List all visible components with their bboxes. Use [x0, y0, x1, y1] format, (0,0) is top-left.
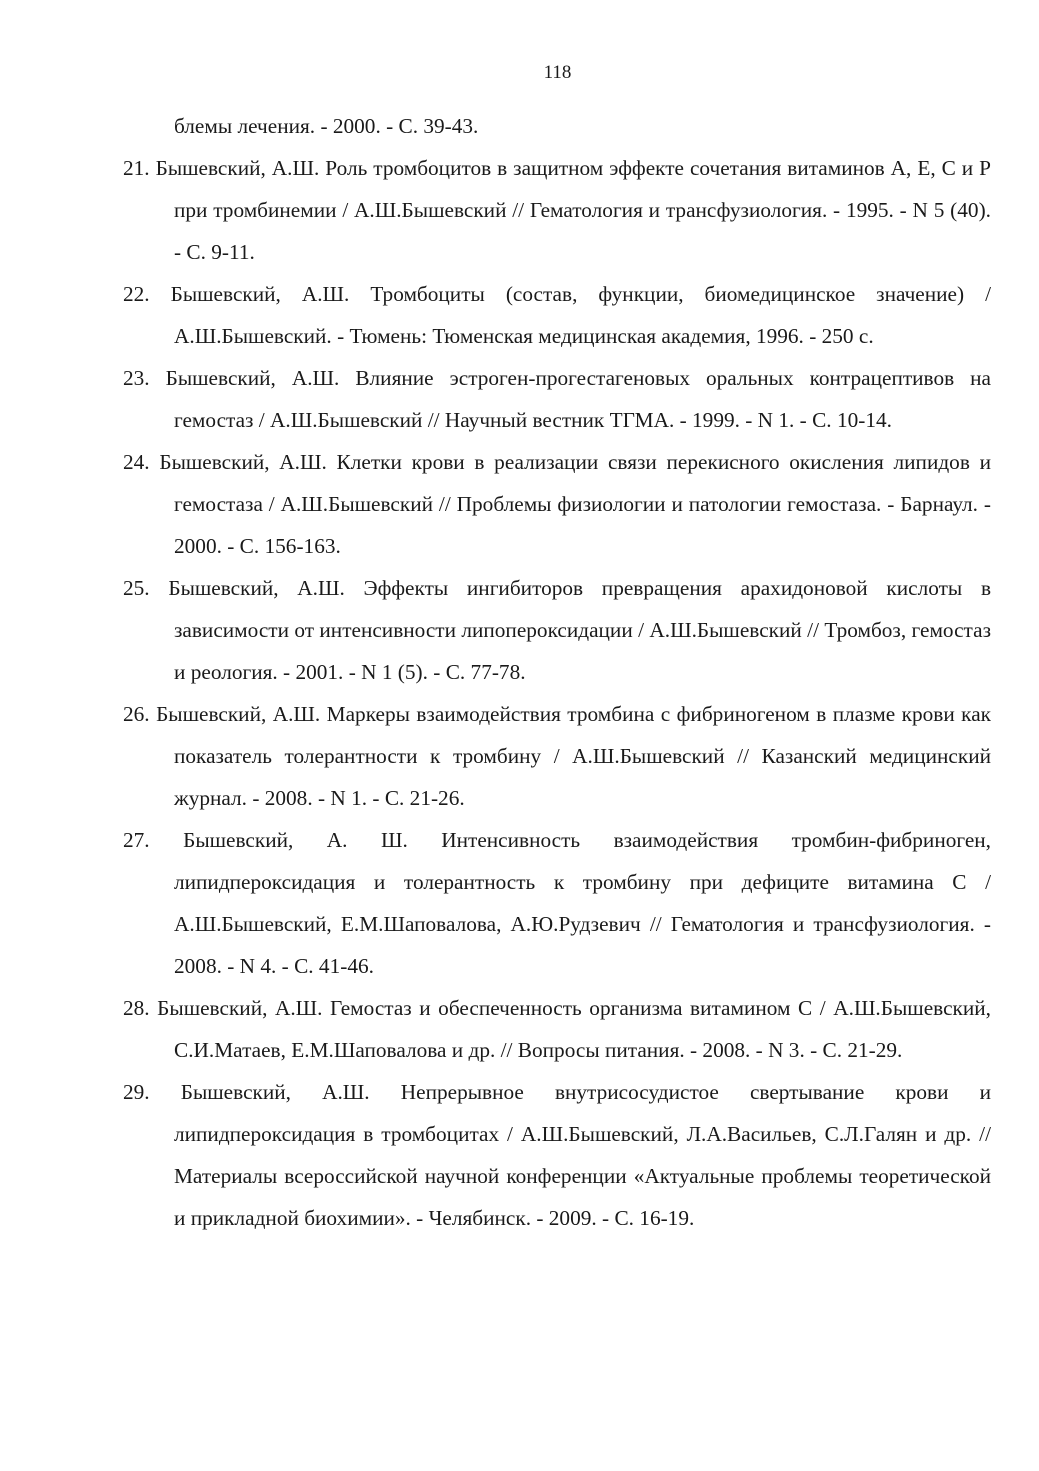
reference-item-29: [123, 1071, 991, 1239]
reference-continuation: [123, 105, 991, 147]
reference-number: 23.: [123, 366, 150, 390]
reference-number: 25.: [123, 576, 150, 600]
reference-text: Бышевский, А.Ш. Клетки крови в реализации связи перекисного окисления липидов и гемостаза / А.Ш.Бышевский // Проблемы физиологии и патологии гемостаза. - Барнаул. - 2000. - С. 156-163.: [159, 450, 991, 558]
reference-item-23: [123, 357, 991, 441]
reference-item-22: [123, 273, 991, 357]
reference-number: 24.: [123, 450, 150, 474]
reference-number: 27.: [123, 828, 150, 852]
page-number: 118: [543, 62, 572, 83]
reference-text: Бышевский, А.Ш. Эффекты ингибиторов превращения арахидоновой кислоты в зависимости от интенсивности липопероксидации / А.Ш.Бышевский // Тромбоз, гемостаз и реология. - 2001. - N 1 (5). - С. 77-78.: [168, 576, 991, 684]
reference-text: Бышевский, А.Ш. Роль тромбоцитов в защитном эффекте сочетания витаминов А, Е, С и Р при тромбинемии / А.Ш.Бышевский // Гематология и трансфузиология. - 1995. - N 5 (40). - С. 9-11.: [155, 156, 991, 264]
reference-item-25: [123, 567, 991, 693]
reference-text: Бышевский, А.Ш. Гемостаз и обеспеченность организма витамином С / А.Ш.Бышевский, С.И.Матаев, Е.М.Шаповалова и др. // Вопросы питания. - 2008. - N 3. - С. 21-29.: [157, 996, 991, 1062]
reference-list: [123, 105, 991, 1239]
reference-number: 28.: [123, 996, 150, 1020]
reference-number: 26.: [123, 702, 150, 726]
reference-text: Бышевский, А.Ш. Маркеры взаимодействия тромбина с фибриногеном в плазме крови как показатель толерантности к тромбину / А.Ш.Бышевский // Казанский медицинский журнал. - 2008. - N 1. - С. 21-26.: [156, 702, 991, 810]
reference-item-27: [123, 819, 991, 987]
reference-text: Бышевский, А.Ш. Влияние эстроген-прогестагеновых оральных контрацептивов на гемостаз / А.Ш.Бышевский // Научный вестник ТГМА. - 1999. - N 1. - С. 10-14.: [165, 366, 992, 432]
reference-item-21: [123, 147, 991, 273]
reference-item-26: [123, 693, 991, 819]
reference-number: 22.: [123, 282, 150, 306]
reference-text: Бышевский, А.Ш. Тромбоциты (состав, функции, биомедицинское значение) / А.Ш.Бышевский. - Тюмень: Тюменская медицинская академия, 1996. - 250 с.: [170, 282, 991, 348]
reference-text: Бышевский, А. Ш. Интенсивность взаимодействия тромбин-фибриноген, липидпероксидация и толерантность к тромбину при дефиците витамина С / А.Ш.Бышевский, Е.М.Шаповалова, А.Ю.Рудзевич // Гематология и трансфузиология. - 2008. - N 4. - С. 41-46.: [174, 828, 991, 978]
reference-text: Бышевский, А.Ш. Непрерывное внутрисосудистое свертывание крови и липидпероксидация в тромбоцитах / А.Ш.Бышевский, Л.А.Васильев, С.Л.Галян и др. // Материалы всероссийской научной конференции «Актуальные проблемы теоретической и прикладной биохимии». - Челябинск. - 2009. - С. 16-19.: [174, 1080, 991, 1230]
reference-item-24: [123, 441, 991, 567]
reference-continuation-text: блемы лечения. - 2000. - С. 39-43.: [174, 114, 479, 138]
reference-number: 29.: [123, 1080, 150, 1104]
reference-item-28: [123, 987, 991, 1071]
reference-number: 21.: [123, 156, 150, 180]
